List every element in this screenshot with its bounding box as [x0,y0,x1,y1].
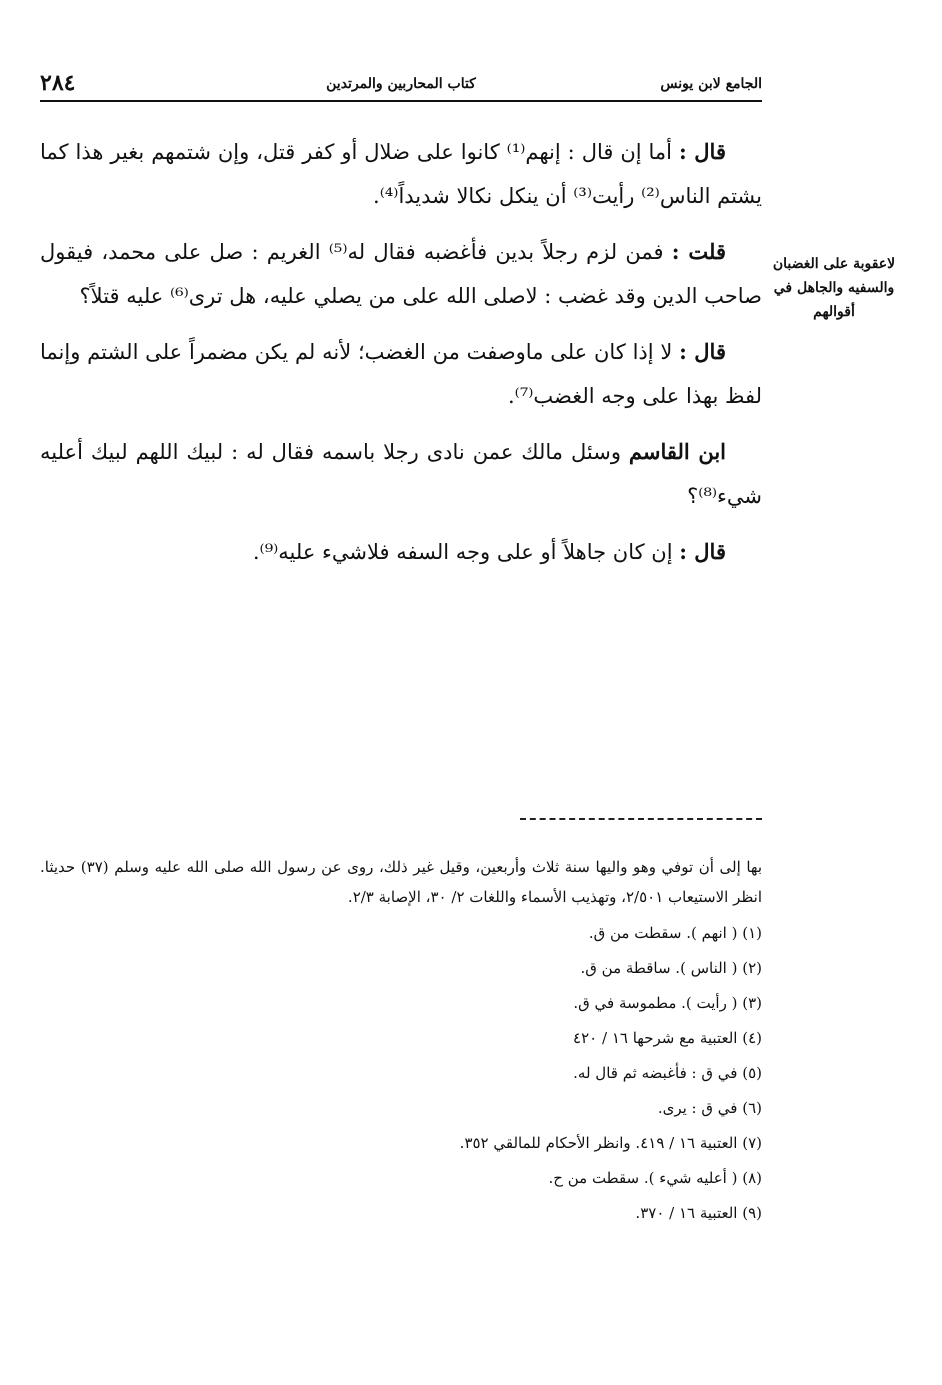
footnote-item: (٣) ( رأيت ). مطموسة في ق. [573,994,762,1012]
paragraph-text: لا إذا كان على ماوصفت من الغضب؛ لأنه لم يكن مضمراً على الشتم وإنما لفظ بهذا على وجه الغضب⁽⁷⁾. [40,340,762,408]
paragraph-lead: ابن القاسم [628,439,726,464]
footnote-item: (٤) العتبية مع شرحها ١٦ / ٤٢٠ [573,1029,762,1047]
footnote-item: (٢) ( الناس ). ساقطة من ق. [580,959,762,977]
paragraph-text: وسئل مالك عمن نادى رجلا باسمه فقال له : لبيك اللهم لبيك أعليه شيء⁽⁸⁾؟ [40,440,762,508]
footnote-separator [520,818,762,820]
footnote-item: (٦) في ق : يرى. [657,1099,762,1117]
footnote-item: (٩) العتبية ١٦ / ٣٧٠. [635,1204,762,1222]
page-number: ٢٨٤ [40,70,76,96]
chapter-title: كتاب المحاربين والمرتدين [326,76,476,92]
paragraph-lead: قلت : [671,239,726,264]
footnote-item: (٥) في ق : فأغبضه ثم قال له. [573,1064,762,1082]
main-text [40,130,762,586]
footnote-continuation: بها إلى أن توفي وهو واليها سنة ثلاث وأربعين، وقيل غير ذلك، روى عن رسول الله صلى الله عليه وسلم (٣٧) حديثا. انظر الاستيعاب ٢/٥٠١، وتهذيب الأسماء واللغات ٢/ ٣٠، الإصابة ٢/٣. [40,858,762,906]
header-rule [40,100,762,102]
paragraph-2 [40,230,762,318]
footnote-item: (٨) ( أعليه شيء ). سقطت من ح. [548,1169,762,1187]
paragraph-text: فمن لزم رجلاً بدين فأغضبه فقال له⁽⁵⁾ الغريم : صل على محمد، فيقول صاحب الدين وقد غضب : لاصلى الله على من يصلي عليه، هل ترى⁽⁶⁾ عليه قتلاً؟ [40,240,762,308]
paragraph-lead: قال : [679,539,726,564]
footnote-list [40,916,762,1231]
book-title: الجامع لابن يونس [660,76,762,92]
paragraph-text: أما إن قال : إنهم⁽¹⁾ كانوا على ضلال أو كفر قتل، وإن شتمهم بغير هذا كما يشتم الناس⁽²⁾ رأيت⁽³⁾ أن ينكل نكالا شديداً⁽⁴⁾. [40,140,762,208]
footnote-item: (٧) العتبية ١٦ / ٤١٩. وانظر الأحكام للمالقي ٣٥٢. [459,1134,762,1152]
page-header [40,70,762,100]
paragraph-1 [40,130,762,218]
paragraph-lead: قال : [678,139,726,164]
paragraph-text: إن كان جاهلاً أو على وجه السفه فلاشيء عليه⁽⁹⁾. [252,540,673,564]
paragraph-lead: قال : [679,339,726,364]
footnotes [40,852,762,1231]
margin-note: لاعقوبة على الغضبان والسفيه والجاهل في أقوالهم [772,256,896,320]
paragraph-5 [40,530,762,574]
paragraph-4 [40,430,762,518]
footnote-item: (١) ( انهم ). سقطت من ق. [588,924,762,942]
paragraph-3 [40,330,762,418]
